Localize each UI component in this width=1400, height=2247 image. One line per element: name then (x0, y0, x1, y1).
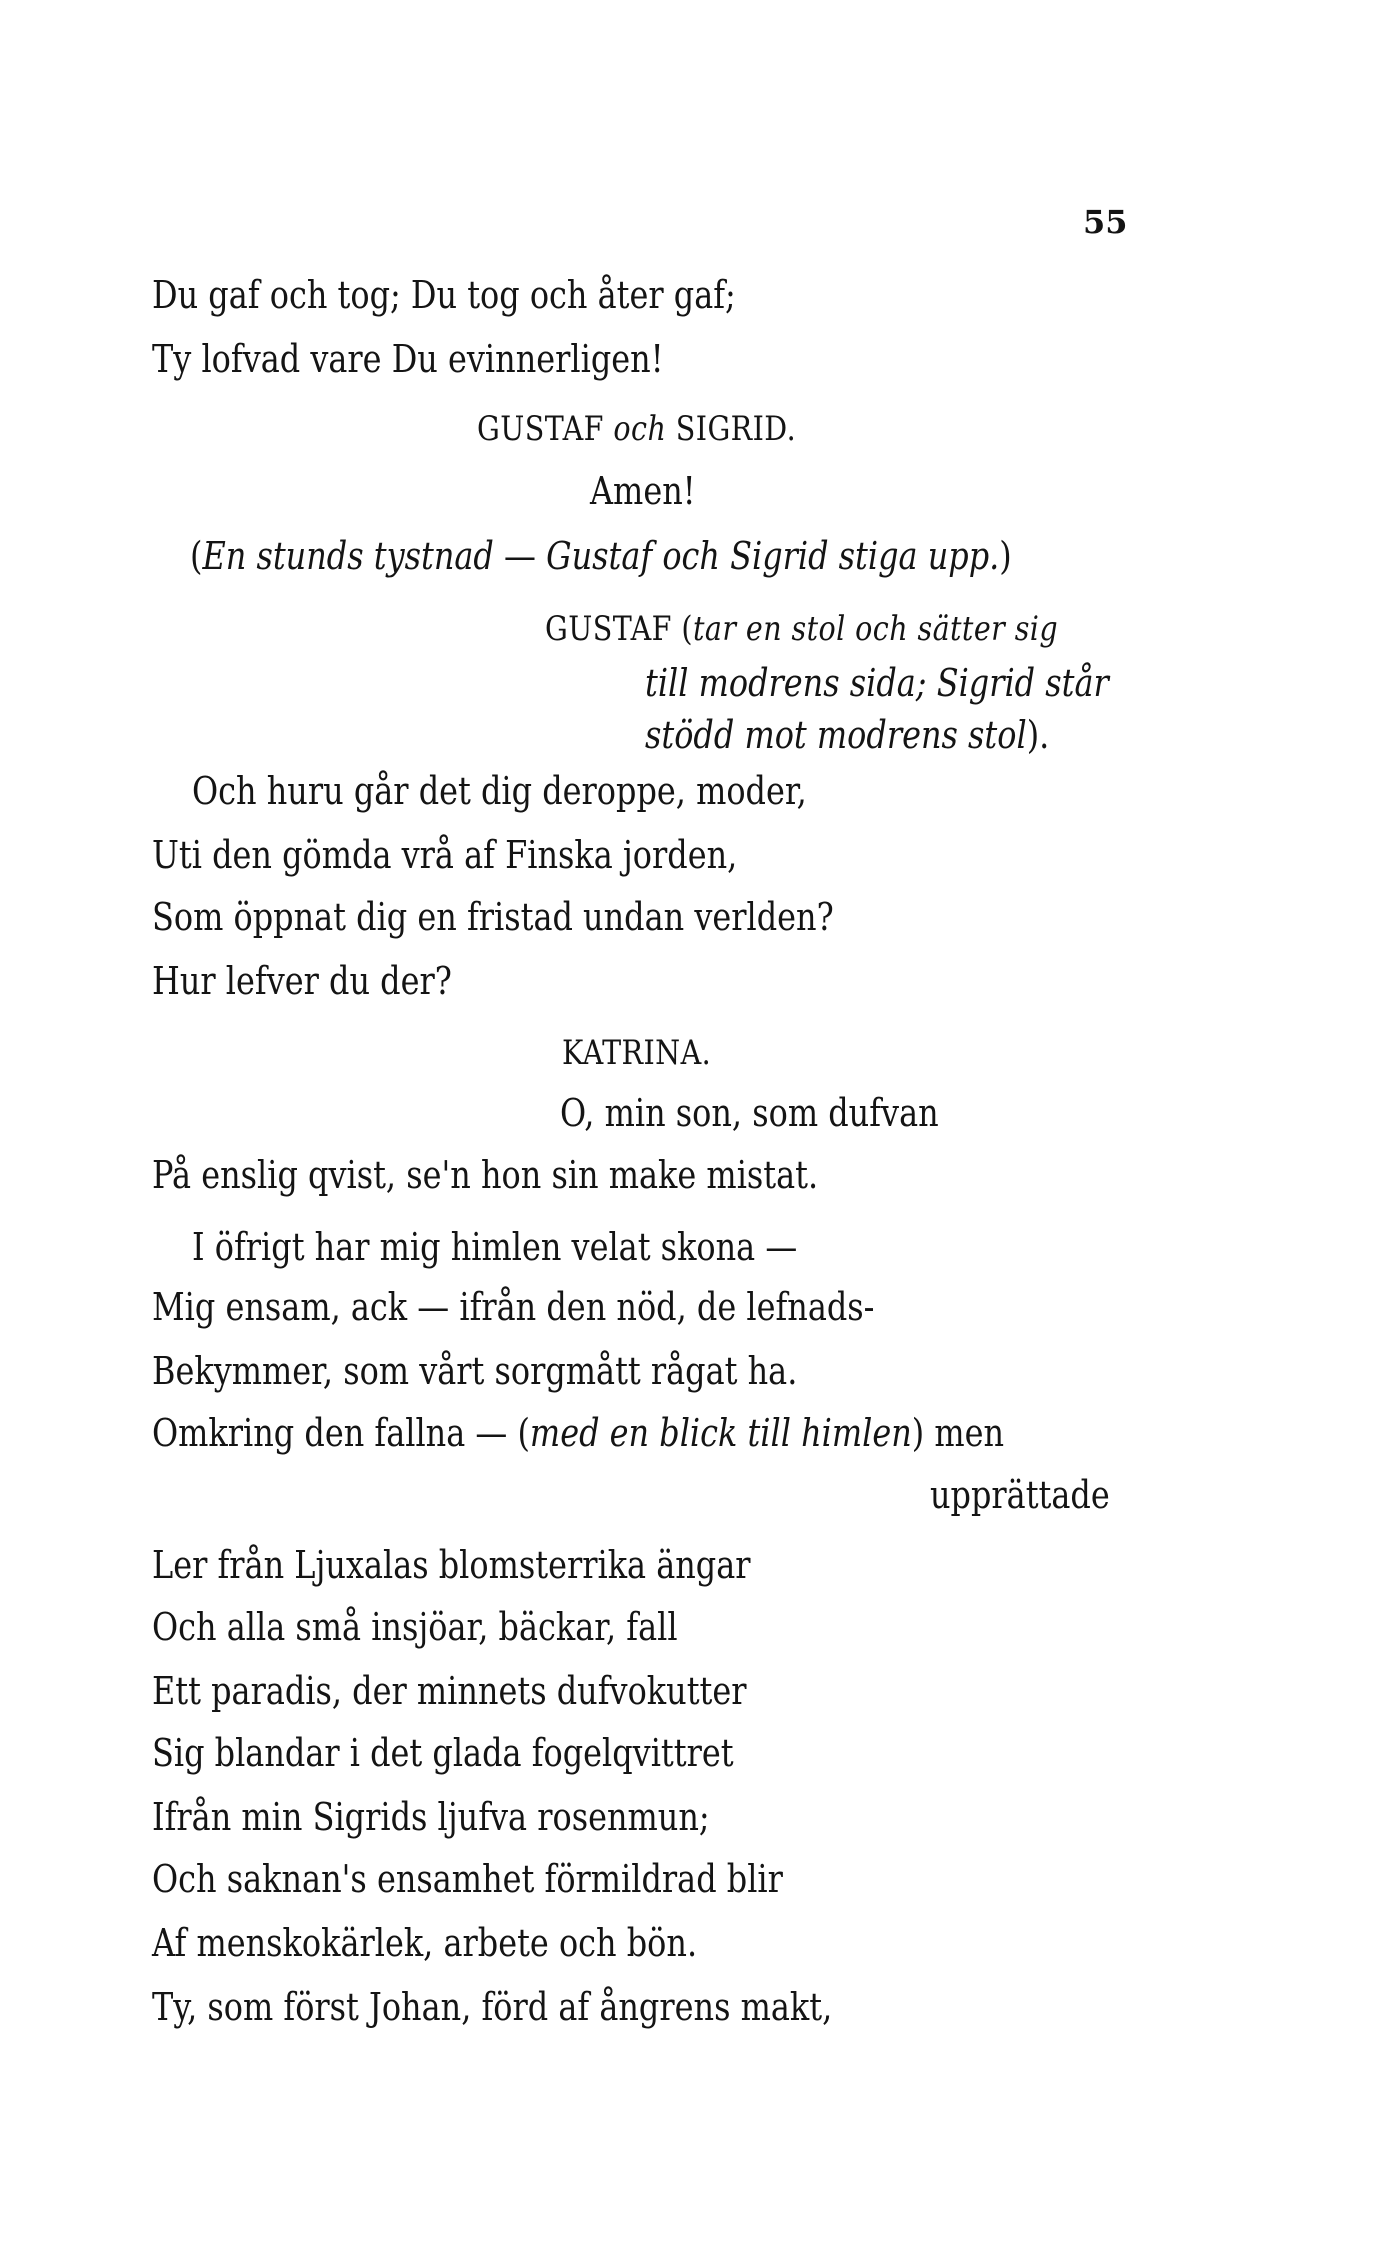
text: Hur lefver du der? (152, 959, 452, 1003)
text: Af menskokärlek, arbete och bön. (152, 1921, 698, 1965)
text: Mig ensam, ack — ifrån den nöd, de lefnads- (152, 1285, 875, 1329)
verse-line (152, 1668, 746, 1714)
speaker-heading (477, 406, 796, 452)
text: Och huru går det dig deroppe, moder, (192, 769, 807, 813)
text: O, min son, som dufvan (560, 1091, 939, 1135)
text: ( (190, 534, 203, 578)
text: GUSTAF (477, 409, 614, 449)
verse-line (152, 1152, 818, 1198)
verse-line (152, 1984, 832, 2030)
text: Ett paradis, der minnets dufvokutter (152, 1669, 747, 1713)
stage-direction (190, 533, 1012, 579)
stage-direction (645, 712, 1049, 758)
italic-text: stödd mot modrens stol (645, 713, 1027, 757)
italic-text: och (613, 409, 667, 449)
italic-text: Gustaf och Sigrid stiga upp. (546, 534, 1000, 578)
verse-line (152, 894, 834, 940)
text: Amen! (590, 469, 696, 513)
text: Och saknan's ensamhet förmildrad blir (152, 1857, 783, 1901)
verse-line (152, 272, 736, 318)
text: ) men (911, 1411, 1005, 1455)
text: SIGRID. (666, 409, 797, 449)
verse-line (152, 1604, 678, 1650)
text: Omkring den fallna — ( (152, 1411, 530, 1455)
text: Uti den gömda vrå af Finska jorden, (152, 833, 738, 877)
verse-line (152, 1920, 697, 1966)
verse-line (152, 1794, 710, 1840)
verse-line (152, 1410, 1004, 1456)
text: Ty, som först Johan, förd af ångrens makt, (152, 1985, 833, 2029)
text: Sig blandar i det glada fogelqvittret (152, 1731, 734, 1775)
text: KATRINA. (562, 1033, 712, 1073)
italic-text: till modrens sida; Sigrid står (645, 661, 1109, 705)
italic-text: En stunds tystnad (202, 534, 494, 578)
text: Som öppnat dig en fristad undan verlden? (152, 895, 834, 939)
text: ) (999, 534, 1012, 578)
text: Bekymmer, som vårt sorgmått rågat ha. (152, 1349, 798, 1393)
speaker-heading (562, 1030, 711, 1076)
verse-line (590, 468, 696, 514)
verse-line (152, 1856, 783, 1902)
verse-line (930, 1472, 1110, 1518)
text: upprättade (930, 1473, 1110, 1517)
text: ). (1026, 713, 1050, 757)
verse-line (192, 1224, 797, 1270)
verse-line (152, 1730, 734, 1776)
text: GUSTAF ( (545, 609, 693, 649)
verse-line (152, 1542, 751, 1588)
italic-text: tar en stol och sätter sig (692, 609, 1059, 649)
stage-direction (645, 660, 1109, 706)
verse-line (152, 958, 452, 1004)
text: I öfrigt har mig himlen velat skona — (192, 1225, 798, 1269)
text: Ifrån min Sigrids ljufva rosenmun; (152, 1795, 710, 1839)
text: — (493, 534, 547, 578)
verse-line (152, 1348, 797, 1394)
text: På enslig qvist, se'n hon sin make mistat. (152, 1153, 819, 1197)
verse-line (152, 832, 737, 878)
text: Och alla små insjöar, bäckar, fall (152, 1605, 678, 1649)
verse-line (192, 768, 807, 814)
verse-line (152, 336, 664, 382)
text: Du gaf och tog; Du tog och åter gaf; (152, 273, 736, 317)
italic-text: med en blick till himlen (529, 1411, 912, 1455)
text: Ler från Ljuxalas blomsterrika ängar (152, 1543, 751, 1587)
verse-line (152, 1284, 874, 1330)
speaker-heading (545, 606, 1058, 652)
text: Ty lofvad vare Du evinnerligen! (152, 337, 664, 381)
verse-line (560, 1090, 939, 1136)
page-number: 55 (1083, 203, 1128, 241)
